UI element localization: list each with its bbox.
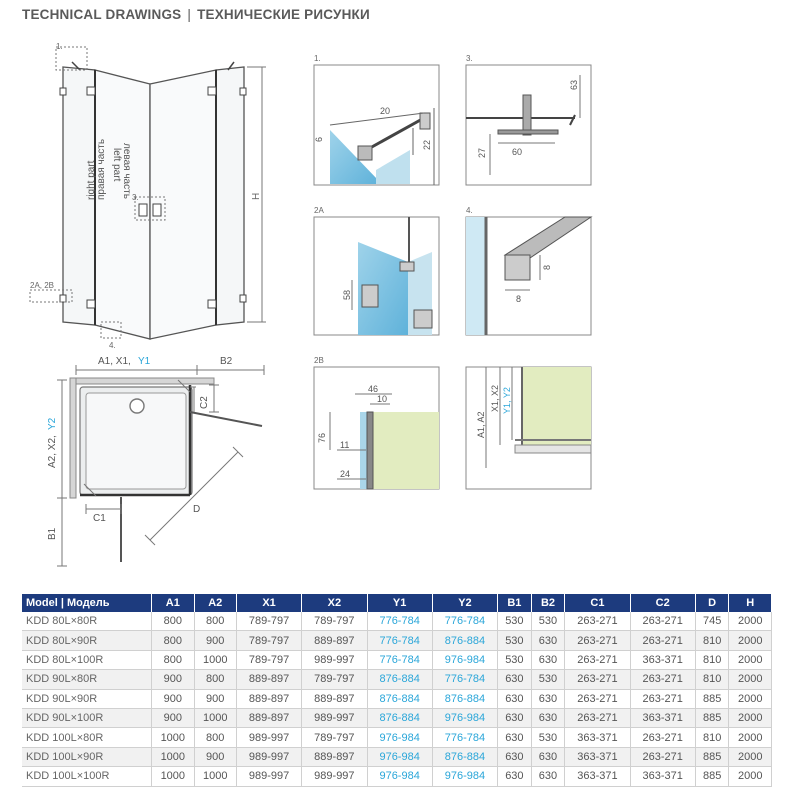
table-cell: 810: [695, 631, 729, 650]
dim-left-y: Y2: [47, 417, 58, 430]
table-cell: 900: [194, 747, 236, 766]
table-header-row: [22, 594, 772, 612]
table-cell: 989-997: [236, 747, 301, 766]
d4-8a: 8: [542, 264, 552, 270]
table-cell: 989-997: [302, 708, 367, 727]
d3-63: 63: [569, 79, 579, 90]
table-row: [22, 650, 772, 669]
table-cell: 989-997: [302, 767, 367, 786]
dim-C2: C2: [199, 396, 210, 409]
table-row: [22, 689, 772, 708]
table-body: [22, 612, 772, 786]
table-cell: 800: [194, 728, 236, 747]
table-cell: 889-897: [302, 689, 367, 708]
table-cell: 263-271: [630, 612, 695, 631]
table-cell: 630: [498, 728, 532, 747]
table-cell: 976-984: [367, 747, 432, 766]
table-cell: KDD 100L×80R: [22, 728, 152, 747]
dim-D: D: [193, 504, 201, 515]
table-header-3: X1: [236, 594, 301, 612]
table-cell: 776-784: [367, 631, 432, 650]
table-cell: 630: [531, 708, 565, 727]
table-cell: 876-884: [432, 631, 497, 650]
table-cell: 630: [531, 747, 565, 766]
dim-left-a: A2, X2,: [47, 435, 58, 468]
table-cell: 976-984: [367, 728, 432, 747]
table-cell: 800: [152, 650, 194, 669]
table-cell: 876-884: [367, 670, 432, 689]
heading-ru: ТЕХНИЧЕСКИЕ РИСУНКИ: [197, 7, 370, 22]
table-cell: 776-784: [432, 612, 497, 631]
table-cell: 2000: [729, 728, 772, 747]
table-header-2: A2: [194, 594, 236, 612]
left-part-ru: левая часть: [121, 143, 132, 199]
table-cell: 263-271: [565, 631, 630, 650]
table-cell: KDD 80L×90R: [22, 631, 152, 650]
table-cell: 530: [498, 631, 532, 650]
table-cell: 530: [531, 728, 565, 747]
table-cell: 776-784: [432, 728, 497, 747]
table-cell: 363-371: [565, 767, 630, 786]
table-header-8: B2: [531, 594, 565, 612]
d3-27: 27: [477, 147, 487, 158]
table-cell: 363-371: [565, 728, 630, 747]
table-cell: 776-784: [367, 612, 432, 631]
table-cell: 876-884: [432, 689, 497, 708]
table-cell: 885: [695, 708, 729, 727]
table-row: [22, 612, 772, 631]
table-cell: 2000: [729, 747, 772, 766]
d1-22: 22: [422, 139, 432, 150]
marker-3: 3.: [132, 193, 139, 202]
table-cell: 263-271: [630, 670, 695, 689]
table-header-1: A1: [152, 594, 194, 612]
table-header-0: Model | Модель: [22, 594, 152, 612]
table-cell: 263-271: [565, 708, 630, 727]
table-cell: 789-797: [236, 612, 301, 631]
table-cell: KDD 100L×90R: [22, 747, 152, 766]
right-part-en: right part: [86, 160, 97, 200]
table-cell: 989-997: [236, 767, 301, 786]
table-cell: 900: [152, 689, 194, 708]
table-cell: 976-984: [432, 708, 497, 727]
heading-separator: |: [187, 7, 192, 22]
table-header-4: X2: [302, 594, 367, 612]
table-cell: 263-271: [630, 728, 695, 747]
d1-6: 6: [314, 136, 324, 142]
table-cell: 810: [695, 670, 729, 689]
detail-1: [314, 65, 439, 185]
table-cell: 630: [531, 689, 565, 708]
table-cell: 1000: [194, 767, 236, 786]
table-cell: 900: [152, 670, 194, 689]
left-part-en: left part: [111, 148, 122, 182]
table-cell: 810: [695, 650, 729, 669]
table-cell: KDD 90L×100R: [22, 708, 152, 727]
table-cell: 530: [498, 612, 532, 631]
table-cell: 885: [695, 747, 729, 766]
detail-1-label: 1.: [314, 54, 321, 63]
table-cell: 363-371: [630, 767, 695, 786]
table-cell: 889-897: [302, 747, 367, 766]
front-elevation: [30, 47, 266, 339]
table-header-5: Y1: [367, 594, 432, 612]
table-row: [22, 767, 772, 786]
d2b-46: 46: [368, 384, 379, 394]
table-cell: 989-997: [236, 728, 301, 747]
d2a-58: 58: [342, 289, 352, 300]
dim-top-y: Y1: [138, 356, 151, 367]
table-cell: 530: [531, 612, 565, 631]
table-cell: 263-271: [565, 650, 630, 669]
table-cell: KDD 100L×100R: [22, 767, 152, 786]
table-cell: 1000: [152, 747, 194, 766]
table-cell: 630: [498, 747, 532, 766]
table-cell: 900: [194, 689, 236, 708]
table-cell: 900: [152, 708, 194, 727]
table-cell: KDD 80L×80R: [22, 612, 152, 631]
table-cell: 2000: [729, 612, 772, 631]
table-cell: 363-371: [630, 708, 695, 727]
table-cell: 1000: [194, 650, 236, 669]
table-cell: 976-984: [367, 767, 432, 786]
table-header-10: C2: [630, 594, 695, 612]
table-cell: 800: [152, 631, 194, 650]
table-header-9: C1: [565, 594, 630, 612]
table-header-12: H: [729, 594, 772, 612]
table-cell: 789-797: [302, 670, 367, 689]
table-cell: 976-984: [432, 767, 497, 786]
table-cell: 630: [498, 689, 532, 708]
table-cell: 1000: [152, 767, 194, 786]
table-cell: 363-371: [630, 650, 695, 669]
table-cell: 876-884: [432, 747, 497, 766]
d3-60: 60: [512, 147, 523, 157]
d5-y: Y1, Y2: [502, 387, 512, 414]
table-cell: 1000: [152, 728, 194, 747]
table-cell: 263-271: [565, 670, 630, 689]
table-row: [22, 747, 772, 766]
table-cell: 630: [531, 650, 565, 669]
table-header-6: Y2: [432, 594, 497, 612]
table-cell: 263-271: [630, 689, 695, 708]
table-cell: 800: [152, 612, 194, 631]
table-cell: 263-271: [565, 612, 630, 631]
table-cell: 810: [695, 728, 729, 747]
detail-2b-label: 2B: [314, 356, 324, 365]
table-cell: 889-897: [236, 708, 301, 727]
d2b-76: 76: [317, 432, 327, 443]
table-cell: KDD 90L×90R: [22, 689, 152, 708]
table-cell: 2000: [729, 650, 772, 669]
table-cell: 800: [194, 612, 236, 631]
table-cell: 776-784: [367, 650, 432, 669]
detail-2a: [314, 217, 439, 335]
table-cell: 789-797: [302, 728, 367, 747]
heading-en: TECHNICAL DRAWINGS: [22, 7, 182, 22]
d4-8b: 8: [516, 294, 522, 304]
table-cell: 889-897: [236, 670, 301, 689]
d2b-11: 11: [340, 440, 350, 450]
table-cell: 2000: [729, 689, 772, 708]
table-cell: 876-884: [367, 689, 432, 708]
table-cell: 363-371: [565, 747, 630, 766]
marker-2a-2b: 2A, 2B: [30, 281, 55, 290]
table-cell: 630: [498, 670, 532, 689]
table-cell: 2000: [729, 670, 772, 689]
detail-offsets: [466, 367, 591, 489]
marker-4: 4.: [109, 341, 116, 350]
table-row: [22, 631, 772, 650]
marker-1: 1.: [56, 42, 63, 51]
table-cell: 789-797: [236, 631, 301, 650]
table-cell: 263-271: [630, 631, 695, 650]
dim-H: H: [251, 192, 262, 200]
detail-4-label: 4.: [466, 206, 473, 215]
table-cell: 885: [695, 767, 729, 786]
dim-C1: C1: [93, 513, 106, 524]
table-cell: 889-897: [236, 689, 301, 708]
table-cell: 900: [194, 631, 236, 650]
detail-2b: [314, 367, 439, 489]
table-cell: 885: [695, 689, 729, 708]
table-cell: 630: [498, 708, 532, 727]
table-cell: 776-784: [432, 670, 497, 689]
detail-2a-label: 2A: [314, 206, 324, 215]
d5-a: A1, A2: [476, 411, 486, 438]
plan-view: [57, 365, 264, 566]
detail-4: [466, 217, 591, 335]
table-cell: 263-271: [565, 689, 630, 708]
table-cell: 876-884: [367, 708, 432, 727]
table-row: [22, 728, 772, 747]
table-cell: 789-797: [236, 650, 301, 669]
detail-3-label: 3.: [466, 54, 473, 63]
d2b-10: 10: [377, 394, 388, 404]
detail-3: [466, 65, 591, 185]
table-cell: 530: [498, 650, 532, 669]
table-cell: 630: [531, 631, 565, 650]
table-cell: 530: [531, 670, 565, 689]
table-cell: 2000: [729, 631, 772, 650]
table-cell: 789-797: [302, 612, 367, 631]
dim-left-b: B1: [47, 527, 58, 540]
d1-20: 20: [380, 106, 391, 116]
table-cell: 2000: [729, 767, 772, 786]
table-header-11: D: [695, 594, 729, 612]
table-cell: 976-984: [432, 650, 497, 669]
table-cell: 745: [695, 612, 729, 631]
table-cell: KDD 80L×100R: [22, 650, 152, 669]
table-header-7: B1: [498, 594, 532, 612]
d2b-24: 24: [340, 469, 351, 479]
table-row: [22, 708, 772, 727]
table-cell: 889-897: [302, 631, 367, 650]
table-cell: KDD 90L×80R: [22, 670, 152, 689]
table-cell: 630: [498, 767, 532, 786]
table-cell: 630: [531, 767, 565, 786]
table-cell: 263-271: [630, 747, 695, 766]
specs-table: [22, 594, 772, 787]
table-cell: 2000: [729, 708, 772, 727]
dim-top-b: B2: [220, 356, 233, 367]
table-cell: 989-997: [302, 650, 367, 669]
dim-top-a: A1, X1,: [98, 356, 131, 367]
right-part-ru: правая часть: [96, 138, 107, 200]
table-cell: 800: [194, 670, 236, 689]
d5-x: X1, X2: [490, 384, 500, 412]
table-row: [22, 670, 772, 689]
table-cell: 1000: [194, 708, 236, 727]
